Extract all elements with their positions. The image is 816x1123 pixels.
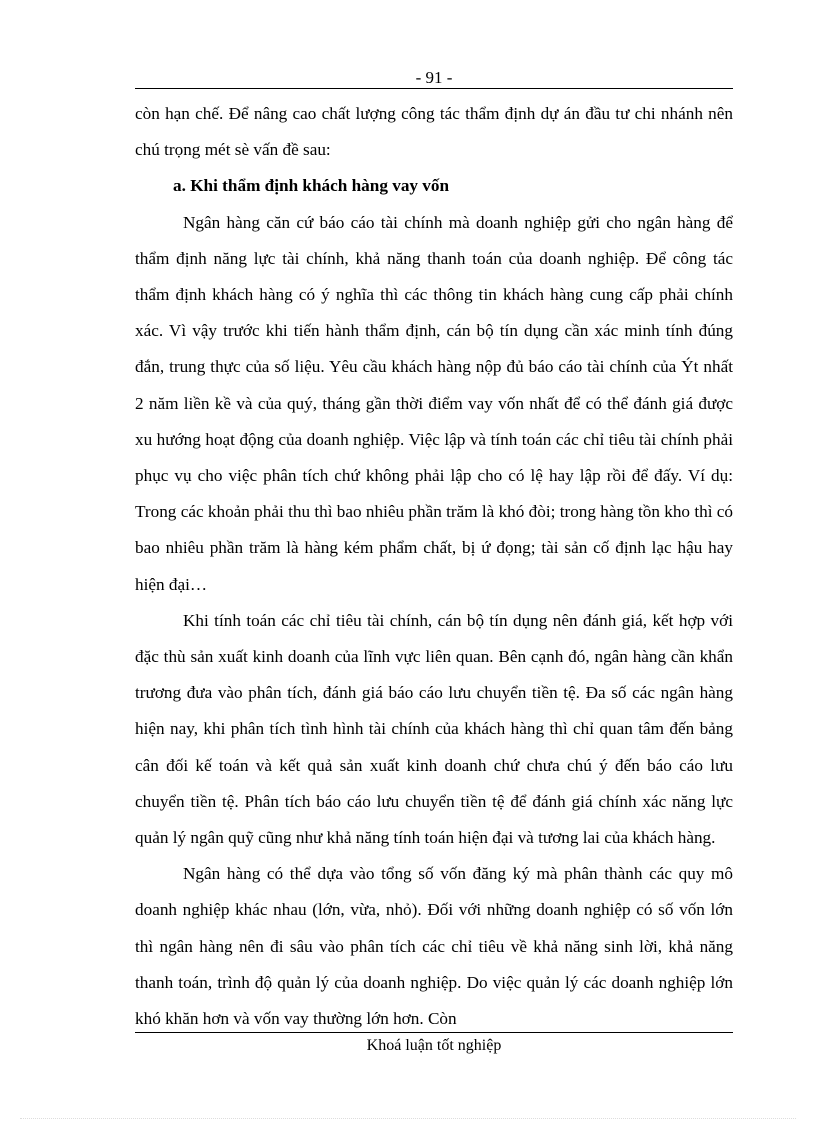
footer-rule (135, 1032, 733, 1033)
footer-text: Khoá luận tốt nghiệp (366, 1037, 502, 1054)
paragraph: Ngân hàng có thể dựa vào tổng số vốn đăng ký mà phân thành các quy mô doanh nghiệp khác nhau (lớn, vừa, nhỏ). Đối với những doanh nghiệp có số vốn lớn thì ngân hàng nên đi sâu vào phân tích các chỉ tiêu về khả năng sinh lời, khả năng thanh toán, trình độ quản lý của doanh nghiệp. Do việc quản lý các doanh nghiệp lớn khó khăn hơn và vốn vay thường lớn hơn. Còn (135, 864, 733, 1029)
page-edge (20, 1118, 796, 1119)
paragraph: Ngân hàng căn cứ báo cáo tài chính mà doanh nghiệp gửi cho ngân hàng để thẩm định năng lực tài chính, khả năng thanh toán của doanh nghiệp. Để công tác thẩm định khách hàng có ý nghĩa thì các thông tin khách hàng cung cấp phải chính xác. Vì vậy trước khi tiến hành thẩm định, cán bộ tín dụng cần xác minh tính đúng đắn, trung thực của số liệu. Yêu cầu khách hàng nộp đủ báo cáo tài chính của Ýt nhất 2 năm liền kề và của quý, tháng gần thời điểm vay vốn nhất để có thể đánh giá được xu hướng hoạt động của doanh nghiệp. Việc lập và tính toán các chỉ tiêu tài chính phải phục vụ cho việc phân tích chứ không phải lập cho có lệ hay lập rồi để đấy. Ví dụ: Trong các khoản phải thu thì bao nhiêu phần trăm là khó đòi; trong hàng tồn kho thì có bao nhiêu phần trăm là hàng kém phẩm chất, bị ứ đọng; tài sản cố định lạc hậu hay hiện đại… (135, 212, 733, 594)
section-heading: a. Khi thẩm định khách hàng vay vốn (173, 176, 450, 196)
paragraph-continuation: còn hạn chế. Để nâng cao chất lượng công tác thẩm định dự án đầu tư chi nhánh nên chú trọng mét sè vấn đề sau: (135, 104, 733, 160)
document-body (135, 96, 733, 1037)
paragraph: Khi tính toán các chỉ tiêu tài chính, cán bộ tín dụng nên đánh giá, kết hợp với đặc thù sản xuất kinh doanh của lĩnh vực liên quan. Bên cạnh đó, ngân hàng cần khẩn trương đưa vào phân tích, đánh giá báo cáo lưu chuyển tiền tệ. Đa số các ngân hàng hiện nay, khi phân tích tình hình tài chính của khách hàng thì chỉ quan tâm đến bảng cân đối kế toán và kết quả sản xuất kinh doanh chứ chưa chú ý đến báo cáo lưu chuyển tiền tệ. Phân tích báo cáo lưu chuyển tiền tệ để đánh giá chính xác năng lực quản lý ngân quỹ cũng như khả năng tính toán hiện đại và tương lai của khách hàng. (135, 610, 733, 848)
header-rule (135, 88, 733, 89)
page-number: - 91 - (415, 68, 453, 87)
